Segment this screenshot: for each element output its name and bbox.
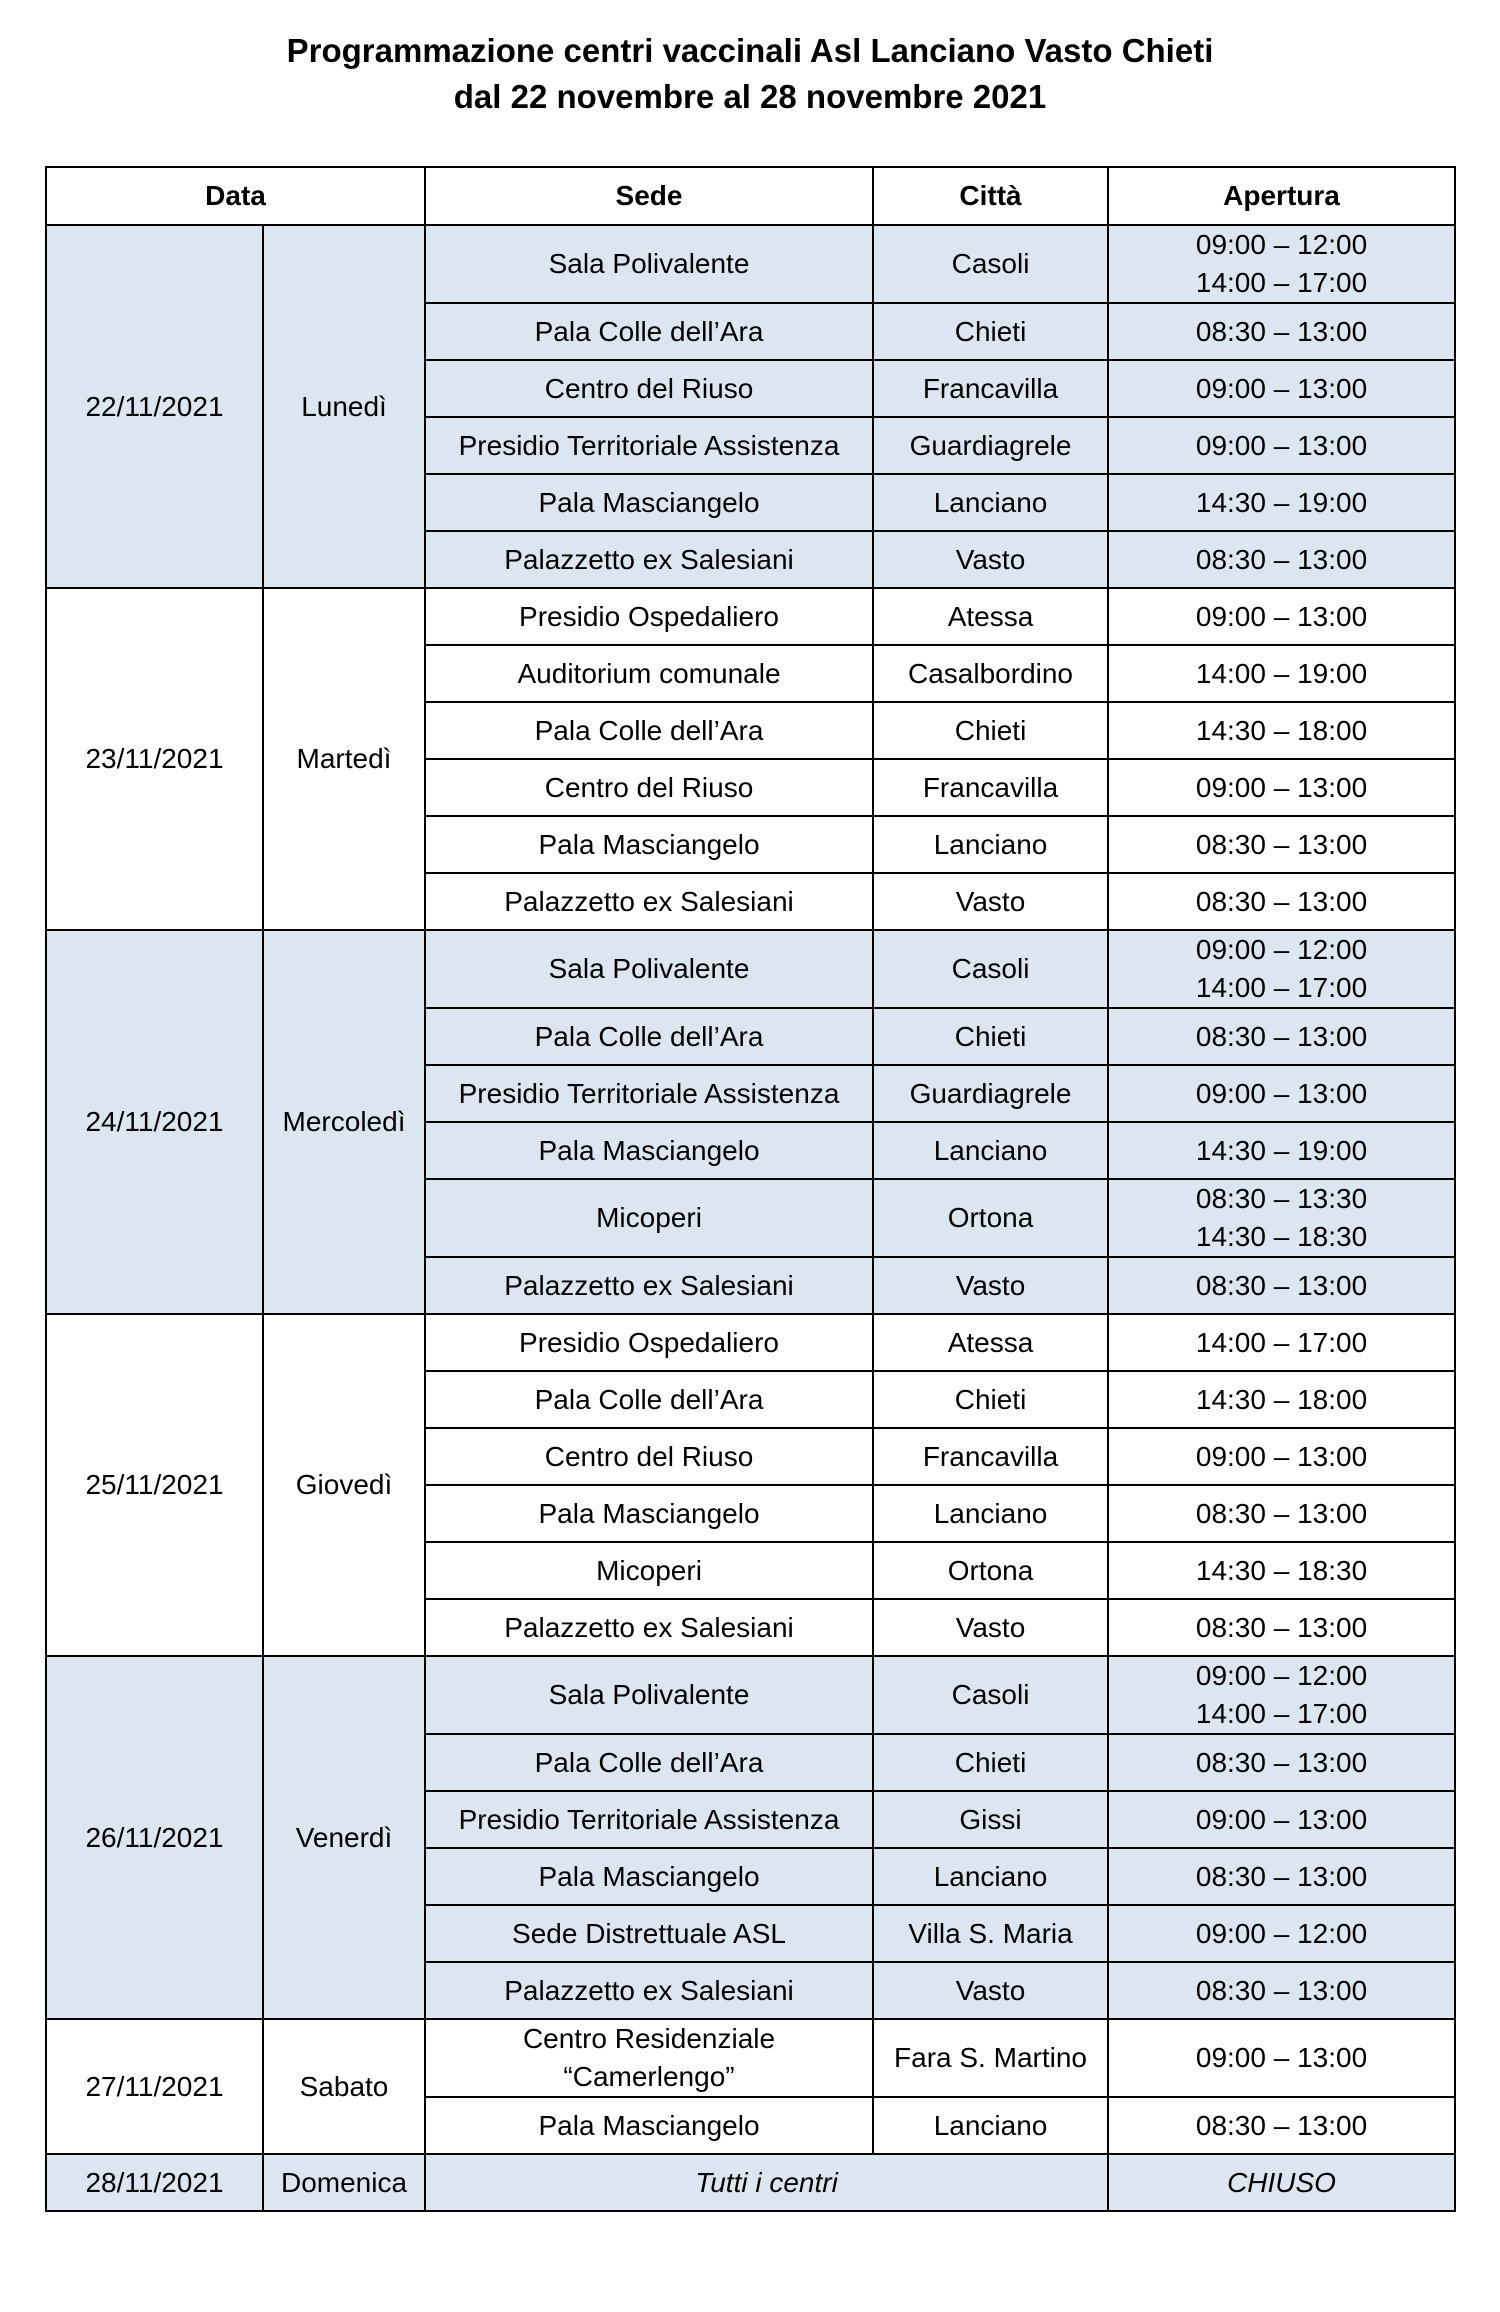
apertura-cell: [1108, 2097, 1455, 2154]
opening-hours: 09:00 – 13:00: [1195, 1803, 1368, 1835]
sede-cell: [425, 1314, 873, 1371]
all-centers-cell: Tutti i centri: [425, 2154, 1108, 2211]
sede-name: Pala Colle dell’Ara: [534, 1383, 764, 1415]
sede-name: “Camerlengo”: [563, 2061, 735, 2092]
sede-name: Sala Polivalente: [548, 248, 750, 279]
citta-cell: Vasto: [873, 1257, 1108, 1314]
sede-cell: [425, 225, 873, 303]
sede-name: Presidio Territoriale Assistenza: [458, 1077, 840, 1109]
apertura-cell: [1108, 360, 1455, 417]
sede-name: Sala Polivalente: [548, 1679, 750, 1710]
sede-cell: [425, 531, 873, 588]
apertura-cell: [1108, 1542, 1455, 1599]
apertura-cell: [1108, 1485, 1455, 1542]
citta-cell: Vasto: [873, 531, 1108, 588]
sede-cell: [425, 417, 873, 474]
sede-cell: [425, 759, 873, 816]
opening-hours: 09:00 – 12:00: [1195, 934, 1368, 965]
sede-cell: [425, 1848, 873, 1905]
header-sede: Sede: [425, 167, 873, 225]
citta-cell: Villa S. Maria: [873, 1905, 1108, 1962]
citta-cell: Lanciano: [873, 1122, 1108, 1179]
opening-hours: 09:00 – 13:00: [1195, 372, 1368, 404]
opening-hours: 09:00 – 13:00: [1195, 600, 1368, 632]
sede-name: Palazzetto ex Salesiani: [504, 1269, 794, 1301]
citta-cell: Ortona: [873, 1542, 1108, 1599]
sede-cell: [425, 702, 873, 759]
citta-cell: Casoli: [873, 225, 1108, 303]
sede-cell: [425, 1962, 873, 2019]
sede-name: Palazzetto ex Salesiani: [504, 1611, 794, 1643]
opening-hours: 09:00 – 12:00: [1195, 1917, 1368, 1949]
citta-cell: Guardiagrele: [873, 1065, 1108, 1122]
sede-cell: [425, 360, 873, 417]
apertura-cell: [1108, 645, 1455, 702]
schedule-row: [46, 930, 1455, 1008]
citta-cell: Ortona: [873, 1179, 1108, 1257]
header-citta: Città: [873, 167, 1108, 225]
opening-hours: 14:30 – 18:30: [1195, 1554, 1368, 1586]
sede-name: Palazzetto ex Salesiani: [504, 543, 794, 575]
opening-hours: 14:30 – 19:00: [1195, 486, 1368, 518]
sede-name: Pala Colle dell’Ara: [534, 714, 764, 746]
apertura-cell: [1108, 1371, 1455, 1428]
closed-status-cell: CHIUSO: [1108, 2154, 1455, 2211]
weekday-cell: Giovedì: [263, 1314, 425, 1656]
apertura-cell: [1108, 930, 1455, 1008]
date-cell: 23/11/2021: [46, 588, 263, 930]
opening-hours: 09:00 – 12:00: [1195, 1660, 1368, 1691]
opening-hours: 08:30 – 13:00: [1195, 1497, 1368, 1529]
opening-hours: 14:30 – 19:00: [1195, 1134, 1368, 1166]
citta-cell: Atessa: [873, 1314, 1108, 1371]
sede-cell: [425, 1791, 873, 1848]
schedule-body: [46, 225, 1455, 2211]
apertura-cell: [1108, 1656, 1455, 1734]
apertura-cell: [1108, 1962, 1455, 2019]
header-row: [46, 167, 1455, 225]
sede-cell: [425, 1371, 873, 1428]
apertura-cell: [1108, 1008, 1455, 1065]
sede-name: Pala Masciangelo: [538, 1497, 760, 1529]
citta-cell: Vasto: [873, 873, 1108, 930]
apertura-cell: [1108, 1428, 1455, 1485]
date-cell: 27/11/2021: [46, 2019, 263, 2154]
sede-name: Sede Distrettuale ASL: [512, 1917, 786, 1949]
sede-cell: [425, 1656, 873, 1734]
sede-cell: [425, 1542, 873, 1599]
weekday-cell: Venerdì: [263, 1656, 425, 2019]
weekday-cell: Mercoledì: [263, 930, 425, 1314]
sede-name: Presidio Ospedaliero: [519, 1326, 779, 1358]
title-line-1: Programmazione centri vaccinali Asl Lanciano Vasto Chieti: [286, 32, 1214, 69]
opening-hours: 14:30 – 18:30: [1195, 1221, 1368, 1252]
apertura-cell: [1108, 303, 1455, 360]
opening-hours: 08:30 – 13:00: [1195, 828, 1368, 860]
sede-name: Pala Colle dell’Ara: [534, 1020, 764, 1052]
weekday-cell: Martedì: [263, 588, 425, 930]
apertura-cell: [1108, 759, 1455, 816]
date-cell: 25/11/2021: [46, 1314, 263, 1656]
sede-cell: [425, 816, 873, 873]
opening-hours: 08:30 – 13:00: [1195, 1020, 1368, 1052]
citta-cell: Fara S. Martino: [873, 2019, 1108, 2097]
opening-hours: 09:00 – 13:00: [1195, 429, 1368, 461]
opening-hours: 09:00 – 13:00: [1195, 1077, 1368, 1109]
sede-name: Pala Colle dell’Ara: [534, 1746, 764, 1778]
opening-hours: 14:00 – 17:00: [1195, 1698, 1368, 1729]
sede-name: Centro del Riuso: [544, 771, 754, 803]
apertura-cell: [1108, 225, 1455, 303]
sede-cell: [425, 1599, 873, 1656]
opening-hours: 14:00 – 17:00: [1195, 972, 1368, 1003]
apertura-cell: [1108, 1848, 1455, 1905]
sede-cell: [425, 645, 873, 702]
sede-cell: [425, 1179, 873, 1257]
citta-cell: Francavilla: [873, 759, 1108, 816]
sede-cell: [425, 1008, 873, 1065]
citta-cell: Casoli: [873, 1656, 1108, 1734]
date-cell: 22/11/2021: [46, 225, 263, 588]
apertura-cell: [1108, 816, 1455, 873]
header-data: Data: [46, 167, 425, 225]
apertura-cell: [1108, 1905, 1455, 1962]
citta-cell: Lanciano: [873, 2097, 1108, 2154]
opening-hours: 08:30 – 13:00: [1195, 1746, 1368, 1778]
opening-hours: 08:30 – 13:00: [1195, 315, 1368, 347]
sede-name: Palazzetto ex Salesiani: [504, 1974, 794, 2006]
apertura-cell: [1108, 1599, 1455, 1656]
schedule-row: [46, 2019, 1455, 2097]
sede-cell: [425, 588, 873, 645]
schedule-row: [46, 225, 1455, 303]
opening-hours: 14:00 – 19:00: [1195, 657, 1368, 689]
date-cell: 26/11/2021: [46, 1656, 263, 2019]
sede-name: Presidio Territoriale Assistenza: [458, 1803, 840, 1835]
apertura-cell: [1108, 588, 1455, 645]
apertura-cell: [1108, 1122, 1455, 1179]
apertura-cell: [1108, 1065, 1455, 1122]
citta-cell: Chieti: [873, 1008, 1108, 1065]
sede-name: Sala Polivalente: [548, 953, 750, 984]
citta-cell: Vasto: [873, 1599, 1108, 1656]
apertura-cell: [1108, 1257, 1455, 1314]
apertura-cell: [1108, 417, 1455, 474]
opening-hours: 14:30 – 18:00: [1195, 714, 1368, 746]
apertura-cell: [1108, 474, 1455, 531]
apertura-cell: [1108, 2019, 1455, 2097]
citta-cell: Gissi: [873, 1791, 1108, 1848]
opening-hours: 14:00 – 17:00: [1195, 267, 1368, 298]
apertura-cell: [1108, 1179, 1455, 1257]
document-title: [0, 28, 1500, 120]
citta-cell: Lanciano: [873, 816, 1108, 873]
sede-name: Pala Masciangelo: [538, 828, 760, 860]
header-apertura: Apertura: [1108, 167, 1455, 225]
sede-cell: [425, 474, 873, 531]
sede-cell: [425, 303, 873, 360]
opening-hours: 14:00 – 17:00: [1195, 1326, 1368, 1358]
opening-hours: 09:00 – 13:00: [1195, 2042, 1368, 2073]
sede-name: Pala Masciangelo: [538, 2109, 760, 2141]
apertura-cell: [1108, 531, 1455, 588]
title-line-2: dal 22 novembre al 28 novembre 2021: [453, 78, 1047, 115]
opening-hours: 09:00 – 12:00: [1195, 229, 1368, 260]
citta-cell: Vasto: [873, 1962, 1108, 2019]
opening-hours: 14:30 – 18:00: [1195, 1383, 1368, 1415]
opening-hours: 09:00 – 13:00: [1195, 1440, 1368, 1472]
citta-cell: Casalbordino: [873, 645, 1108, 702]
opening-hours: 08:30 – 13:00: [1195, 1974, 1368, 2006]
citta-cell: Chieti: [873, 1734, 1108, 1791]
citta-cell: Chieti: [873, 702, 1108, 759]
opening-hours: 08:30 – 13:30: [1195, 1183, 1368, 1214]
schedule-row: [46, 1656, 1455, 1734]
sede-cell: [425, 1122, 873, 1179]
citta-cell: Chieti: [873, 1371, 1108, 1428]
sede-name: Presidio Ospedaliero: [519, 600, 779, 632]
sede-cell: [425, 1257, 873, 1314]
citta-cell: Francavilla: [873, 1428, 1108, 1485]
citta-cell: Casoli: [873, 930, 1108, 1008]
sede-cell: [425, 1065, 873, 1122]
sede-cell: [425, 1905, 873, 1962]
sede-name: Pala Masciangelo: [538, 1860, 760, 1892]
opening-hours: 08:30 – 13:00: [1195, 1611, 1368, 1643]
citta-cell: Guardiagrele: [873, 417, 1108, 474]
apertura-cell: [1108, 873, 1455, 930]
vaccination-schedule-table: [45, 166, 1456, 2212]
citta-cell: Lanciano: [873, 1848, 1108, 1905]
sede-name: Auditorium comunale: [517, 657, 781, 689]
weekday-cell: Sabato: [263, 2019, 425, 2154]
closed-day-row: [46, 2154, 1455, 2211]
citta-cell: Lanciano: [873, 474, 1108, 531]
citta-cell: Francavilla: [873, 360, 1108, 417]
sede-name: Micoperi: [596, 1202, 702, 1233]
apertura-cell: [1108, 1734, 1455, 1791]
sede-cell: [425, 1428, 873, 1485]
sede-name: Micoperi: [596, 1554, 702, 1586]
sede-name: Pala Masciangelo: [538, 1134, 760, 1166]
sede-name: Pala Colle dell’Ara: [534, 315, 764, 347]
sede-name: Palazzetto ex Salesiani: [504, 885, 794, 917]
sede-name: Presidio Territoriale Assistenza: [458, 429, 840, 461]
sede-cell: [425, 1485, 873, 1542]
sede-cell: [425, 873, 873, 930]
apertura-cell: [1108, 702, 1455, 759]
sede-name: Centro del Riuso: [544, 1440, 754, 1472]
date-cell: 24/11/2021: [46, 930, 263, 1314]
date-cell: 28/11/2021: [46, 2154, 263, 2211]
opening-hours: 08:30 – 13:00: [1195, 543, 1368, 575]
schedule-row: [46, 1314, 1455, 1371]
citta-cell: Lanciano: [873, 1485, 1108, 1542]
weekday-cell: Domenica: [263, 2154, 425, 2211]
sede-name: Centro del Riuso: [544, 372, 754, 404]
apertura-cell: [1108, 1314, 1455, 1371]
sede-name: Pala Masciangelo: [538, 486, 760, 518]
opening-hours: 09:00 – 13:00: [1195, 771, 1368, 803]
citta-cell: Atessa: [873, 588, 1108, 645]
sede-cell: [425, 2097, 873, 2154]
sede-name: Centro Residenziale: [522, 2023, 776, 2054]
opening-hours: 08:30 – 13:00: [1195, 885, 1368, 917]
weekday-cell: Lunedì: [263, 225, 425, 588]
schedule-row: [46, 588, 1455, 645]
sede-cell: [425, 2019, 873, 2097]
sede-cell: [425, 1734, 873, 1791]
citta-cell: Chieti: [873, 303, 1108, 360]
sede-cell: [425, 930, 873, 1008]
opening-hours: 08:30 – 13:00: [1195, 1269, 1368, 1301]
apertura-cell: [1108, 1791, 1455, 1848]
opening-hours: 08:30 – 13:00: [1195, 1860, 1368, 1892]
opening-hours: 08:30 – 13:00: [1195, 2109, 1368, 2141]
